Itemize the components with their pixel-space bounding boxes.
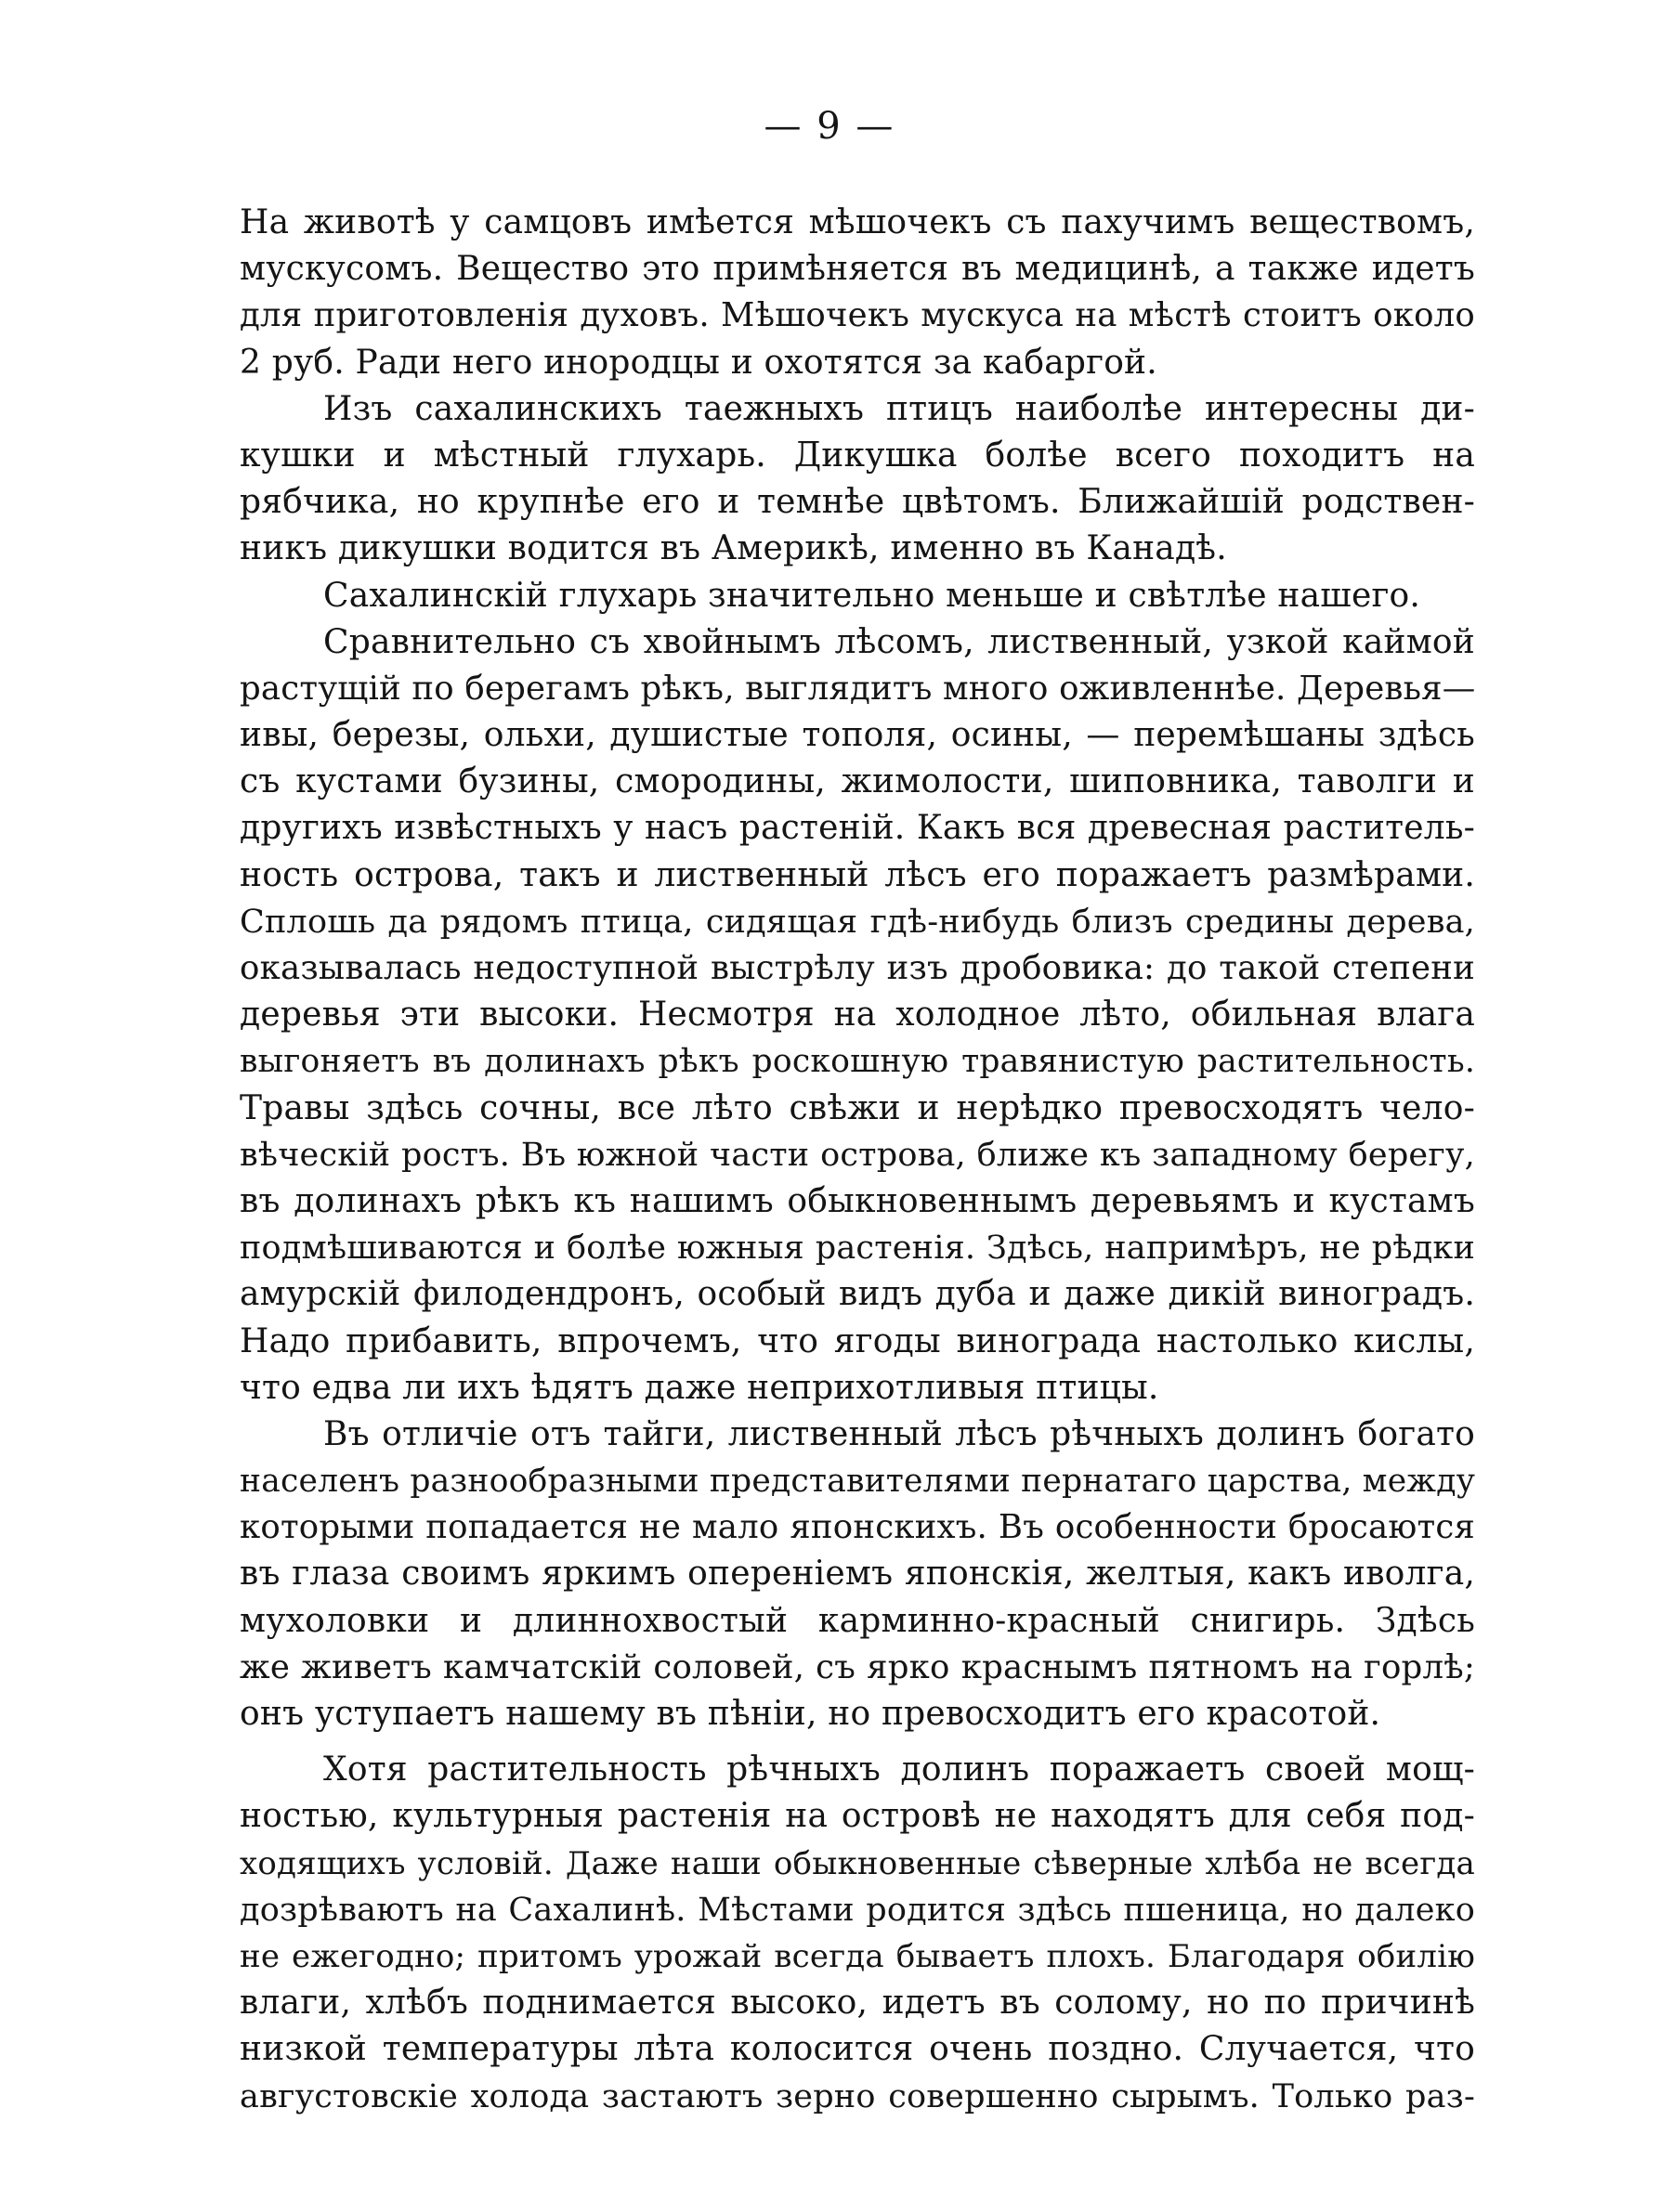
text-line: другихъ извѣстныхъ у насъ растеній. Какъ вся древесная раститель-	[240, 809, 1475, 848]
text-line: же живетъ камчатскій соловей, съ ярко краснымъ пятномъ на горлѣ;	[240, 1647, 1475, 1686]
text-line: съ кустами бузины, смородины, жимолости, шиповника, таволги и	[240, 762, 1475, 801]
text-line: кушки и мѣстный глухарь. Дикушка болѣе всего походитъ на	[240, 436, 1475, 475]
text-line: влаги, хлѣбъ поднимается высоко, идетъ въ солому, но по причинѣ	[240, 1984, 1475, 2023]
text-line: для приготовленія духовъ. Мѣшочекъ мускуса на мѣстѣ стоитъ около	[240, 296, 1475, 335]
text-line: Хотя растительность рѣчныхъ долинъ поражаетъ своей мощ-	[323, 1750, 1475, 1789]
text-line: ностью, культурныя растенія на островѣ не находятъ для себя под-	[240, 1797, 1475, 1836]
text-line: оказывалась недоступной выстрѣлу изъ дробовика: до такой степени	[240, 949, 1475, 987]
text-line: Сравнительно съ хвойнымъ лѣсомъ, лиственный, узкой каймой	[323, 622, 1475, 661]
text-line: онъ уступаетъ нашему въ пѣніи, но превосходитъ его красотой.	[240, 1695, 1381, 1733]
text-line: мухоловки и длиннохвостый карминно-красный снигирь. Здѣсь	[240, 1601, 1475, 1640]
text-line: ходящихъ условій. Даже наши обыкновенные сѣверные хлѣба не всегда	[240, 1844, 1475, 1882]
text-line: растущій по берегамъ рѣкъ, выглядитъ много оживленнѣе. Деревья—	[240, 669, 1476, 708]
text-line: августовскіе холода застаютъ зерно совершенно сырымъ. Только раз-	[240, 2077, 1475, 2115]
text-line: 2 руб. Ради него инородцы и охотятся за кабаргой.	[240, 343, 1157, 382]
text-line: Сплошь да рядомъ птица, сидящая гдѣ-нибудь близъ средины дерева,	[240, 903, 1475, 941]
text-line: ность острова, такъ и лиственный лѣсъ его поражаетъ размѣрами.	[240, 855, 1475, 894]
text-line: низкой температуры лѣта колосится очень поздно. Случается, что	[240, 2030, 1475, 2069]
text-line: Въ отличіе отъ тайги, лиственный лѣсъ рѣчныхъ долинъ богато	[323, 1414, 1475, 1453]
text-line: Травы здѣсь сочны, все лѣто свѣжи и нерѣдко превосходятъ чело-	[240, 1088, 1475, 1127]
text-line: населенъ разнообразными представителями пернатаго царства, между	[240, 1463, 1476, 1501]
text-line: въ долинахъ рѣкъ къ нашимъ обыкновеннымъ деревьямъ и кустамъ	[240, 1181, 1475, 1220]
text-line: На животѣ у самцовъ имѣется мѣшочекъ съ пахучимъ веществомъ,	[240, 203, 1475, 241]
text-line: никъ дикушки водится въ Америкѣ, именно въ Канадѣ.	[240, 529, 1227, 568]
text-line: рябчика, но крупнѣе его и темнѣе цвѣтомъ. Ближайшій родствен-	[240, 483, 1475, 522]
text-line: Сахалинскій глухарь значительно меньше и свѣтлѣе нашего.	[323, 576, 1421, 615]
text-line: въ глаза своимъ яркимъ опереніемъ японскія, желтыя, какъ иволга,	[240, 1555, 1475, 1594]
page-number: — 9 —	[764, 105, 895, 148]
text-line: подмѣшиваются и болѣе южныя растенія. Здѣсь, напримѣръ, не рѣдки	[240, 1230, 1475, 1268]
text-line: вѣческій ростъ. Въ южной части острова, ближе къ западному берегу,	[240, 1136, 1475, 1174]
body-text	[240, 200, 1475, 2120]
text-line: что едва ли ихъ ѣдятъ даже неприхотливыя птицы.	[240, 1368, 1159, 1407]
text-line: амурскій филодендронъ, особый видъ дуба и даже дикій виноградъ.	[240, 1275, 1475, 1314]
text-line: Изъ сахалинскихъ таежныхъ птицъ наиболѣе интересны ди-	[323, 389, 1475, 428]
text-line: Надо прибавить, впрочемъ, что ягоды винограда настолько кислы,	[240, 1321, 1475, 1360]
text-line: ивы, березы, ольхи, душистые тополя, осины, — перемѣшаны здѣсь	[240, 716, 1475, 755]
text-line: дозрѣваютъ на Сахалинѣ. Мѣстами родится здѣсь пшеница, но далеко	[240, 1891, 1475, 1929]
text-line: которыми попадается не мало японскихъ. Въ особенности бросаются	[240, 1508, 1475, 1547]
text-line: мускусомъ. Вещество это примѣняется въ медицинѣ, а также идетъ	[240, 250, 1475, 289]
text-line: не ежегодно; притомъ урожай всегда бываетъ плохъ. Благодаря обилію	[240, 1937, 1475, 1975]
text-line: выгоняетъ въ долинахъ рѣкъ роскошную травянистую растительность.	[240, 1043, 1475, 1081]
text-line: деревья эти высоки. Несмотря на холодное лѣто, обильная влага	[240, 995, 1475, 1034]
